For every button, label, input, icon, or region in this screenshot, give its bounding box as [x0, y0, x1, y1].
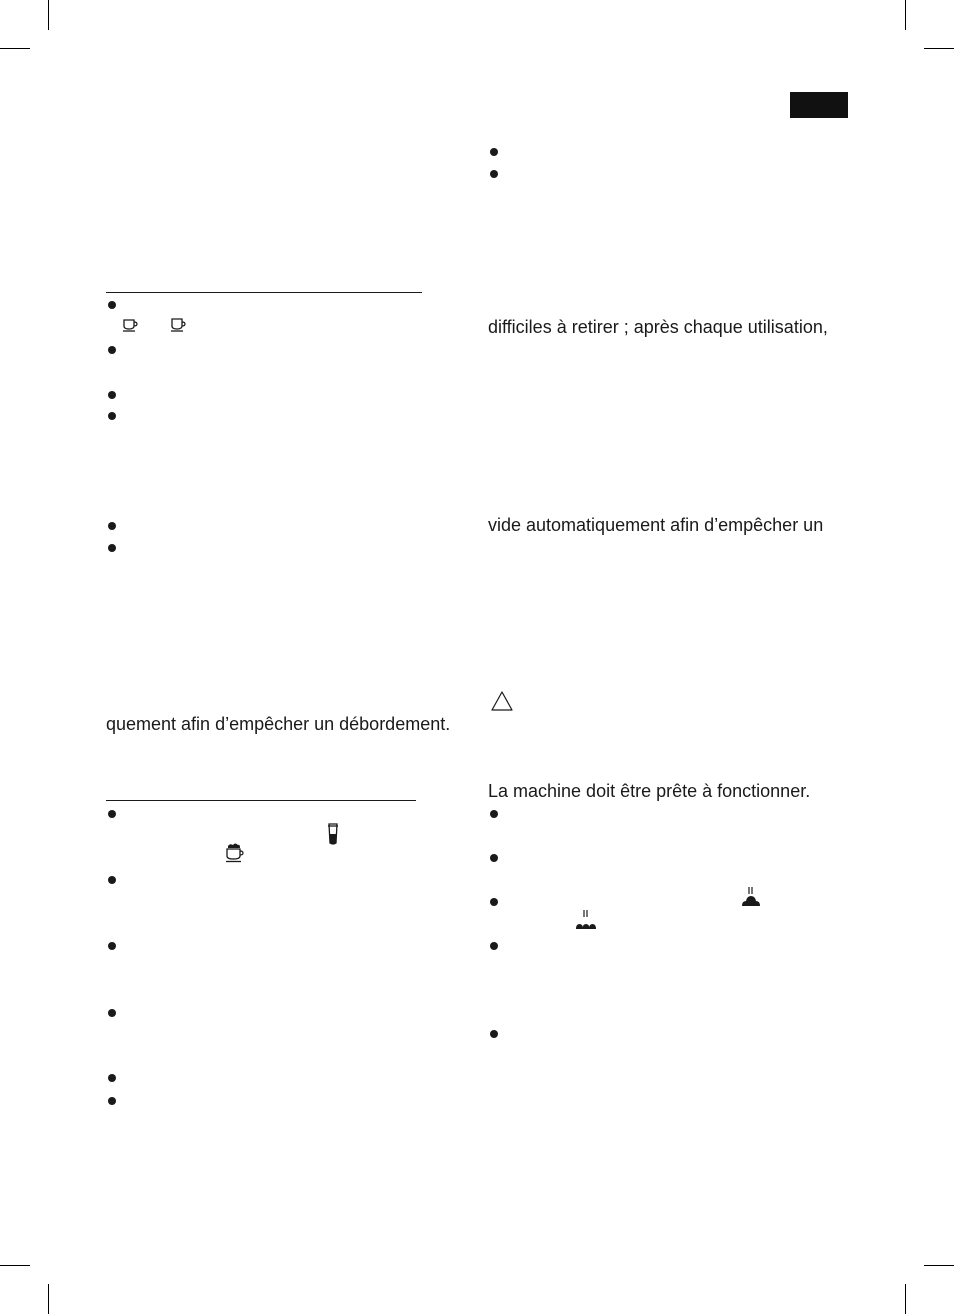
bullet [108, 810, 116, 818]
section-rule [106, 800, 416, 801]
crop-mark [905, 0, 906, 30]
right-line-1: difficiles à retirer ; après chaque utilisation, [488, 317, 828, 337]
bullet [490, 170, 498, 178]
bullet [108, 346, 116, 354]
warning-triangle-icon [490, 690, 514, 712]
crop-mark [48, 0, 49, 30]
milk-glass-icon [326, 822, 340, 846]
bullet [108, 1074, 116, 1082]
bullet [490, 1030, 498, 1038]
milk-coffee-cup-icon [224, 843, 246, 863]
crop-mark [0, 48, 30, 49]
left-overflow-line: quement afin d’empêcher un débordement. [106, 714, 451, 734]
crop-mark [0, 1265, 30, 1266]
bullet [108, 301, 116, 309]
right-line-3: La machine doit être prête à fonctionner. [488, 781, 811, 801]
steam-triple-icon [575, 909, 597, 931]
language-tab [790, 92, 848, 118]
bullet [108, 412, 116, 420]
crop-mark [905, 1284, 906, 1314]
bullet [108, 391, 116, 399]
right-line-2: vide automatiquement afin d’empêcher un [488, 515, 824, 535]
bullet [108, 942, 116, 950]
steam-dome-icon [740, 886, 762, 908]
bullet [108, 876, 116, 884]
bullet [490, 810, 498, 818]
bullet [108, 522, 116, 530]
crop-mark [924, 48, 954, 49]
section-rule [106, 292, 422, 293]
bullet [490, 942, 498, 950]
coffee-cup-icon [122, 318, 140, 332]
bullet [108, 1097, 116, 1105]
coffee-cup-icon [170, 318, 188, 332]
bullet [108, 1009, 116, 1017]
crop-mark [924, 1265, 954, 1266]
bullet [490, 854, 498, 862]
bullet [490, 148, 498, 156]
crop-mark [48, 1284, 49, 1314]
bullet [108, 544, 116, 552]
bullet [490, 898, 498, 906]
